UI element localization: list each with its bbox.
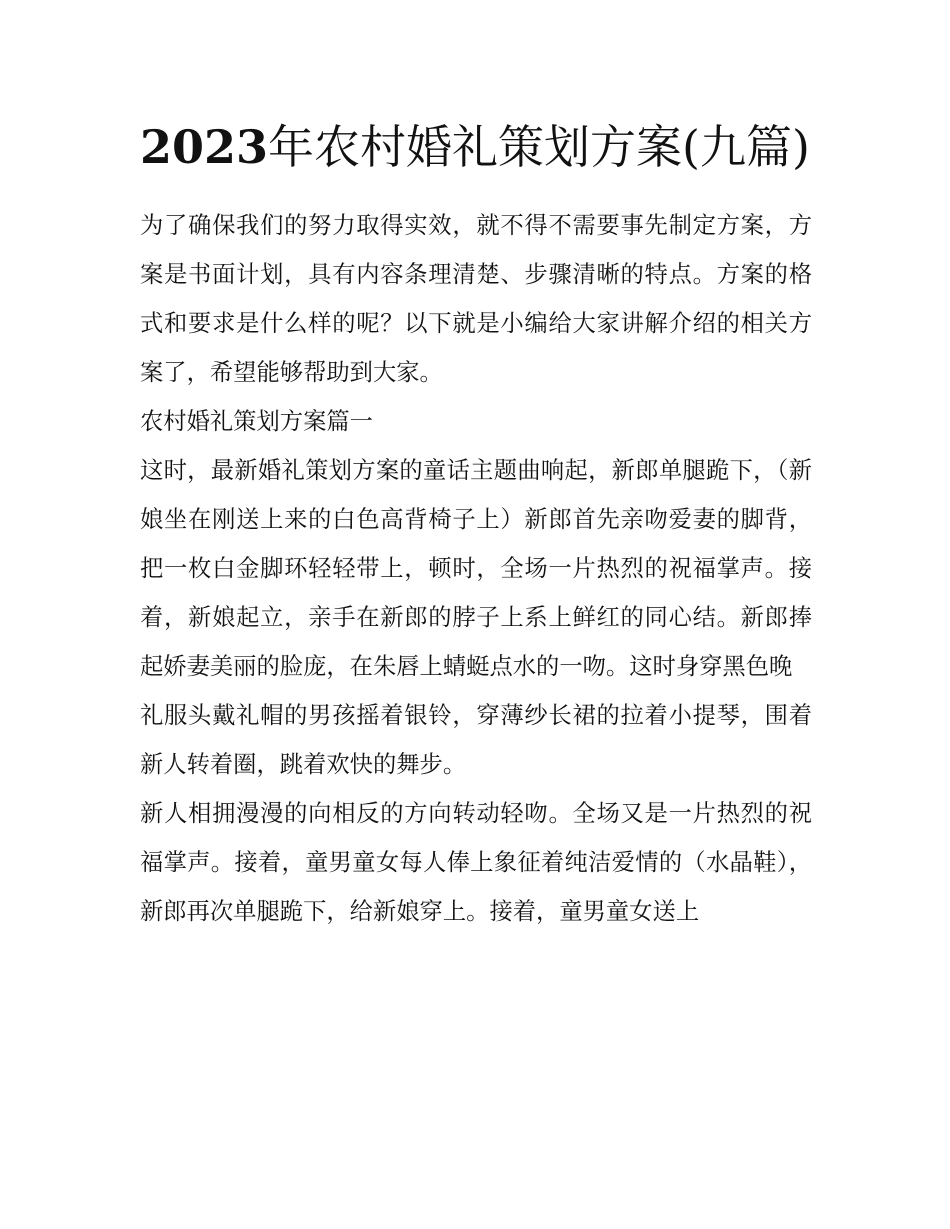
document-body [140, 201, 812, 936]
body-paragraph: 新人相拥漫漫的向相反的方向转动轻吻。全场又是一片热烈的祝福掌声。接着，童男童女每人俸上象征着纯洁爱情的（水晶鞋），新郎再次单腿跪下，给新娘穿上。接着，童男童女送上 [140, 800, 812, 925]
intro-paragraph: 为了确保我们的努力取得实效，就不得不需要事先制定方案，方案是书面计划，具有内容条理清楚、步骤清晰的特点。方案的格式和要求是什么样的呢？以下就是小编给大家讲解介绍的相关方案了，希望能够帮助到大家。 [140, 212, 812, 386]
body-paragraph: 这时，最新婚礼策划方案的童话主题曲响起，新郎单腿跪下，（新娘坐在刚送上来的白色高背椅子上）新郎首先亲吻爱妻的脚背，把一枚白金脚环轻轻带上，顿时，全场一片热烈的祝福掌声。接着，新娘起立，亲手在新郎的脖子上系上鲜红的同心结。新郎捧起娇妻美丽的脸庞，在朱唇上蜻蜓点水的一吻。这时身穿黑色晚 [140, 457, 812, 680]
title-year: 2023 [140, 120, 269, 174]
title-text: 年农村婚礼策划方案(九篇) [268, 120, 810, 174]
section-heading: 农村婚礼策划方案篇一 [140, 408, 373, 435]
body-paragraph: 礼服头戴礼帽的男孩摇着银铃，穿薄纱长裙的拉着小提琴，围着新人转着圈，跳着欢快的舞步。 [140, 702, 812, 778]
document-page [140, 112, 812, 936]
document-title [140, 112, 812, 182]
